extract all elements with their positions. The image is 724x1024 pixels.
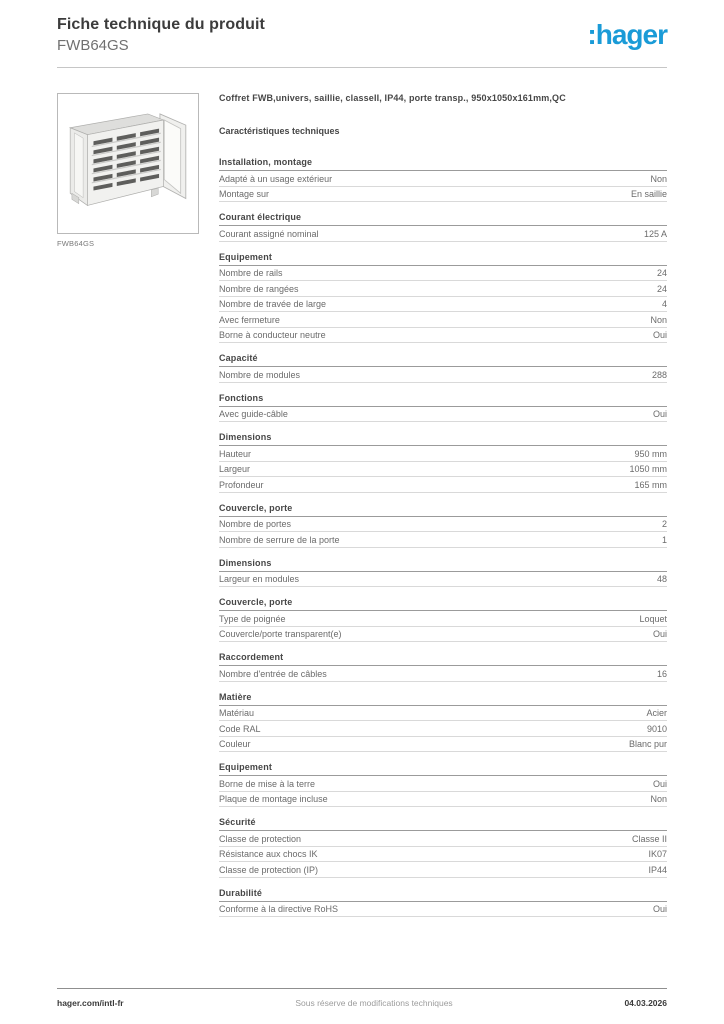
footer	[57, 988, 667, 1008]
spec-label: Classe de protection (IP)	[219, 864, 319, 875]
spec-section-heading: Matière	[219, 692, 667, 706]
spec-label: Plaque de montage incluse	[219, 794, 328, 804]
spec-value: IP44	[648, 864, 667, 875]
spec-row	[219, 266, 667, 282]
spec-label: Matériau	[219, 708, 255, 718]
spec-row	[219, 517, 667, 533]
header	[57, 14, 667, 54]
spec-row	[219, 611, 667, 627]
spec-row	[219, 328, 667, 344]
spec-section	[219, 252, 667, 344]
spec-label: Conforme à la directive RoHS	[219, 904, 339, 914]
spec-value: Non	[650, 173, 667, 184]
spec-row	[219, 187, 667, 203]
spec-row	[219, 627, 667, 643]
spec-label: Type de poignée	[219, 613, 286, 624]
spec-label: Nombre de travée de large	[219, 299, 327, 309]
spec-row	[219, 831, 667, 847]
spec-section-heading: Durabilité	[219, 888, 667, 902]
spec-section	[219, 393, 667, 423]
spec-row	[219, 462, 667, 478]
spec-section-heading: Dimensions	[219, 432, 667, 446]
spec-section	[219, 212, 667, 242]
spec-section-heading: Raccordement	[219, 652, 667, 666]
spec-value: Oui	[652, 904, 667, 914]
spec-label: Hauteur	[219, 448, 252, 459]
spec-value: Oui	[652, 629, 667, 639]
spec-section	[219, 558, 667, 588]
spec-row	[219, 776, 667, 792]
footer-date: 04.03.2026	[624, 998, 667, 1008]
spec-value: 950 mm	[634, 448, 667, 459]
spec-row	[219, 572, 667, 588]
spec-row	[219, 666, 667, 682]
spec-section	[219, 503, 667, 548]
spec-value: 125 A	[643, 228, 667, 239]
spec-value: 288	[651, 369, 667, 380]
spec-row	[219, 446, 667, 462]
spec-value: IK07	[648, 849, 667, 859]
spec-label: Profondeur	[219, 479, 264, 490]
spec-section-heading: Equipement	[219, 762, 667, 776]
spec-section	[219, 432, 667, 493]
spec-label: Largeur en modules	[219, 574, 300, 584]
product-description: Coffret FWB,univers, saillie, classeII, IP44, porte transp., 950x1050x161mm,QC	[219, 93, 566, 103]
spec-value: Oui	[652, 330, 667, 340]
spec-value: 2	[661, 519, 667, 529]
product-image-frame	[57, 93, 199, 234]
spec-section	[219, 157, 667, 202]
spec-label: Courant assigné nominal	[219, 228, 319, 239]
hager-logo: :hager	[587, 19, 667, 50]
spec-row	[219, 847, 667, 863]
spec-value: Loquet	[639, 613, 667, 624]
spec-value: Oui	[652, 409, 667, 419]
spec-section-heading: Fonctions	[219, 393, 667, 407]
spec-value: 9010	[646, 723, 667, 734]
spec-value: Oui	[652, 778, 667, 789]
spec-section	[219, 692, 667, 753]
spec-label: Couvercle/porte transparent(e)	[219, 629, 342, 639]
spec-section-heading: Dimensions	[219, 558, 667, 572]
spec-row	[219, 721, 667, 737]
spec-value: 1	[661, 534, 667, 545]
spec-value: 16	[656, 668, 667, 679]
spec-value: Non	[650, 314, 667, 325]
spec-label: Code RAL	[219, 723, 261, 734]
spec-label: Nombre de rails	[219, 268, 283, 278]
spec-row	[219, 532, 667, 548]
spec-label: Adapté à un usage extérieur	[219, 173, 333, 184]
spec-section	[219, 597, 667, 642]
spec-label: Avec guide-câble	[219, 409, 288, 419]
product-image-caption: FWB64GS	[57, 239, 95, 248]
spec-label: Classe de protection	[219, 833, 302, 844]
footer-disclaimer: Sous réserve de modifications techniques	[295, 998, 453, 1008]
spec-row	[219, 862, 667, 878]
spec-label: Résistance aux chocs IK	[219, 849, 318, 859]
spec-value: 48	[656, 574, 667, 584]
spec-section	[219, 817, 667, 878]
characteristics-table	[219, 157, 667, 917]
specs-column	[219, 93, 667, 927]
spec-value: Classe II	[631, 833, 667, 844]
spec-label: Avec fermeture	[219, 314, 280, 325]
spec-section	[219, 888, 667, 918]
spec-value: 24	[656, 283, 667, 294]
spec-row	[219, 737, 667, 753]
spec-label: Nombre de rangées	[219, 283, 299, 294]
spec-row	[219, 407, 667, 423]
spec-value: En saillie	[630, 189, 667, 199]
spec-section	[219, 652, 667, 682]
spec-section	[219, 353, 667, 383]
spec-row	[219, 226, 667, 242]
spec-section-heading: Equipement	[219, 252, 667, 266]
product-image-column	[57, 93, 199, 927]
product-code: FWB64GS	[57, 37, 129, 54]
spec-section-heading: Couvercle, porte	[219, 503, 667, 517]
spec-section-heading: Capacité	[219, 353, 667, 367]
spec-row	[219, 297, 667, 313]
spec-row	[219, 281, 667, 297]
spec-value: 165 mm	[634, 479, 667, 490]
spec-value: 24	[656, 268, 667, 278]
content	[57, 93, 667, 927]
spec-label: Borne à conducteur neutre	[219, 330, 326, 340]
spec-row	[219, 171, 667, 187]
spec-section-heading: Installation, montage	[219, 157, 667, 171]
spec-section	[219, 762, 667, 807]
spec-value: 1050 mm	[629, 464, 667, 474]
spec-row	[219, 902, 667, 918]
footer-website-link[interactable]: hager.com/intl-fr	[57, 998, 124, 1008]
product-image	[65, 103, 191, 225]
spec-label: Largeur	[219, 464, 251, 474]
header-titles	[57, 14, 265, 54]
spec-row	[219, 792, 667, 808]
spec-section-heading: Sécurité	[219, 817, 667, 831]
header-divider	[57, 67, 667, 68]
spec-value: Acier	[646, 708, 667, 718]
characteristics-title: Caractéristiques techniques	[219, 126, 340, 136]
spec-row	[219, 367, 667, 383]
spec-label: Nombre de portes	[219, 519, 292, 529]
spec-label: Nombre de modules	[219, 369, 301, 380]
spec-section-heading: Courant électrique	[219, 212, 667, 226]
spec-label: Nombre de serrure de la porte	[219, 534, 340, 545]
spec-value: Blanc pur	[628, 739, 667, 749]
spec-value: 4	[661, 299, 667, 309]
spec-label: Nombre d'entrée de câbles	[219, 668, 327, 679]
spec-section-heading: Couvercle, porte	[219, 597, 667, 611]
page-title: Fiche technique du produit	[57, 16, 265, 33]
spec-label: Borne de mise à la terre	[219, 778, 316, 789]
spec-row	[219, 312, 667, 328]
spec-label: Montage sur	[219, 189, 270, 199]
spec-row	[219, 706, 667, 722]
spec-label: Couleur	[219, 739, 251, 749]
spec-row	[219, 477, 667, 493]
spec-value: Non	[650, 794, 667, 804]
